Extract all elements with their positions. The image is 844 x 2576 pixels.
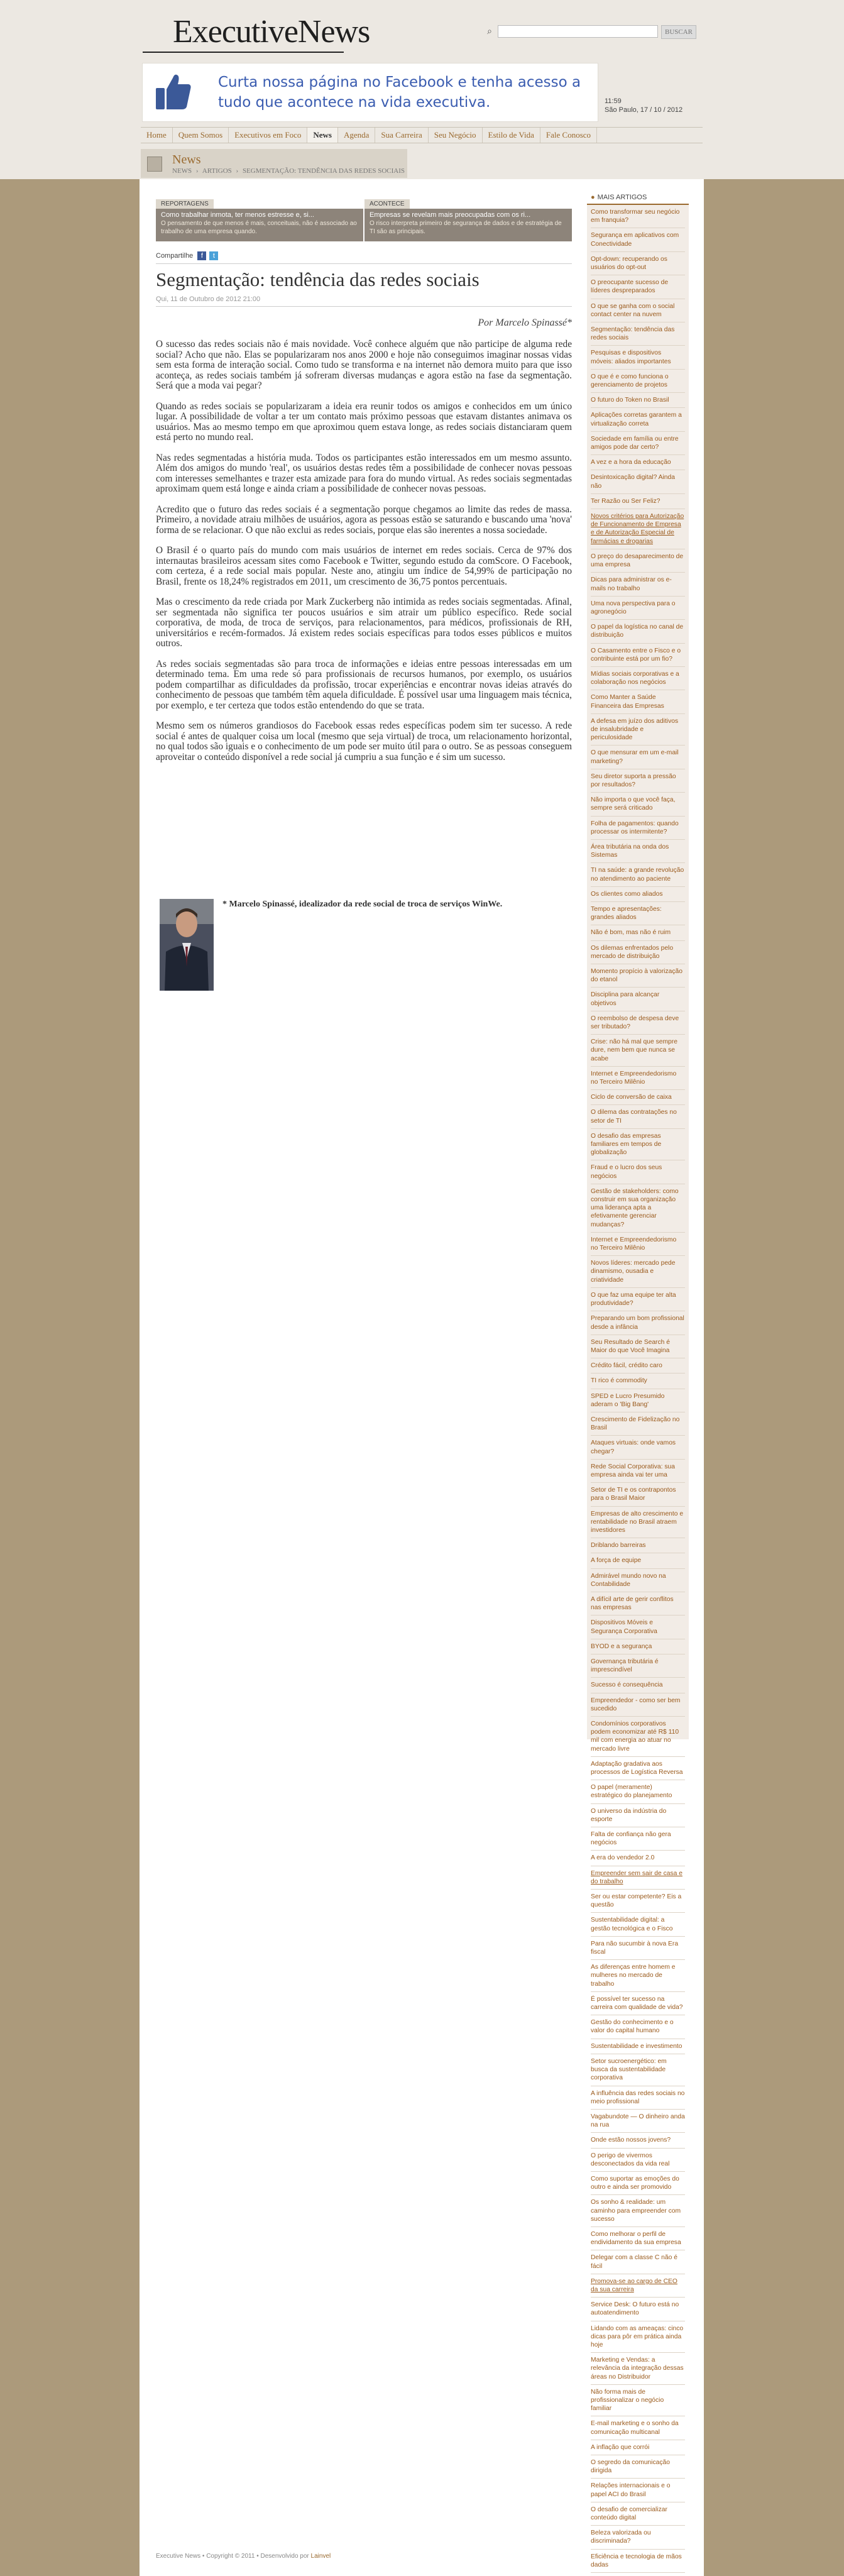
sidebar-article-link[interactable]: Gestão do conhecimento e o valor do capital humano	[591, 2015, 685, 2039]
article-body	[156, 339, 572, 773]
page-container	[140, 0, 704, 2576]
featured-title[interactable]: Como trabalhar inmota, ter menos estresse e, si...	[161, 211, 314, 219]
sidebar-article-link[interactable]: Como suportar as emoções do outro e ainda ser promovido	[591, 2172, 685, 2195]
search-icon: ⌕	[487, 27, 492, 36]
article-paragraph: Quando as redes sociais se popularizaram a ideia era reunir todos os amigos e conhecidos em um único lugar. A possibilidade de voltar a ter um contato mais próximo pessoas que estavam distantes animava os usuários. Mas ao mesmo tempo em que aproximou quem estava longe, as redes sociais distanciaram quem está perto no mundo real.	[156, 400, 572, 443]
featured-tab[interactable]: REPORTAGENS	[156, 199, 214, 209]
sidebar-heading-label: MAIS ARTIGOS	[597, 194, 647, 201]
article-paragraph: Mas o crescimento da rede criada por Mark Zuckerberg não intimida as redes sociais segmentadas. Afinal, ser segmentada não significa ter poucos usuários e sim atrair um público específico. Rede social corporativa, de moda, de troca de serviços, para relacionamentos, para médicos, profissionais de RH, universitários e recém-formados. Já existem redes sociais específicas para todos esses públicos e muitos outros.	[156, 597, 572, 649]
search-button[interactable]: BUSCAR	[661, 25, 696, 39]
sidebar-article-link[interactable]: Folha de pagamentos: quando processar os intermitente?	[591, 817, 685, 840]
sidebar-article-link[interactable]: TI na saúde: a grande revolução no atendimento ao paciente	[591, 863, 685, 886]
sidebar-article-link[interactable]: Ser ou estar competente? Eis a questão	[591, 1890, 685, 1913]
sidebar-article-link[interactable]: Setor sucroenergético: em busca da sustentabilidade corporativa	[591, 2054, 685, 2086]
sidebar-article-link[interactable]: O desafio das empresas familiares em tempos de globalização	[591, 1129, 685, 1161]
author-caption: * Marcelo Spinassé, idealizador da rede social de troca de serviços WinWe.	[222, 900, 503, 909]
section-header	[141, 149, 407, 178]
sidebar-article-link[interactable]: Eficiência e tecnologia de mãos dadas	[591, 2550, 685, 2573]
article-author: Por Marcelo Spinassé*	[478, 317, 572, 328]
sidebar-article-link[interactable]: Como melhorar o perfil de endividamento da sua empresa	[591, 2227, 685, 2250]
nav-agenda[interactable]: Agenda	[338, 128, 375, 143]
nav-fale-conosco[interactable]: Fale Conosco	[540, 128, 597, 143]
sidebar-article-link[interactable]: Admirável mundo novo na Contabilidade	[591, 1569, 685, 1592]
share-bar	[156, 251, 218, 260]
breadcrumb-current: SEGMENTAÇÃO: TENDÊNCIA DAS REDES SOCIAIS	[242, 167, 405, 175]
sidebar-article-link[interactable]: Ataques virtuais: onde vamos chegar?	[591, 1436, 685, 1459]
current-date: São Paulo, 17 / 10 / 2012	[605, 106, 683, 114]
sidebar-article-link[interactable]: SPED e Lucro Presumido aderam o 'Big Bang'	[591, 1389, 685, 1412]
sidebar-article-link[interactable]: Não é bom, mas não é ruim	[591, 925, 685, 940]
featured-body[interactable]	[364, 209, 572, 241]
sidebar-article-link[interactable]: Vagabundote — O dinheiro anda na rua	[591, 2110, 685, 2133]
sidebar-article-link[interactable]: BYOD e a segurança	[591, 1639, 685, 1654]
logo-text: ExecutiveNews	[173, 14, 370, 50]
sidebar-article-link[interactable]: O desafio de comercializar conteúdo digital	[591, 2502, 685, 2526]
date-time	[605, 97, 705, 114]
sidebar-article-link[interactable]: O papel da logística no canal de distribuição	[591, 620, 685, 643]
divider	[156, 263, 572, 264]
sidebar-article-link[interactable]: A influência das redes sociais no meio profissional	[591, 2086, 685, 2110]
sidebar-article-link[interactable]: Crédito fácil, crédito caro	[591, 1358, 685, 1373]
facebook-banner-text: Curta nossa página no Facebook e tenha acesso a tudo que acontece na vida executiva.	[218, 74, 581, 111]
sidebar	[587, 192, 689, 2568]
sidebar-article-link[interactable]: Promova-se ao cargo de CEO da sua carreira	[591, 2274, 685, 2298]
sidebar-article-link[interactable]: Onde estão nossos jovens?	[591, 2133, 685, 2148]
sidebar-article-link[interactable]: O que é e como funciona o gerenciamento de projetos	[591, 370, 685, 393]
sidebar-article-link[interactable]: Não importa o que você faça, sempre será criticado	[591, 793, 685, 816]
facebook-like-icon	[154, 72, 192, 112]
sidebar-article-link[interactable]: O reembolso de despesa deve ser tributado?	[591, 1011, 685, 1035]
sidebar-article-link[interactable]: Fraud e o lucro dos seus negócios	[591, 1160, 685, 1184]
sidebar-article-link[interactable]: A vez e a hora da educação	[591, 455, 685, 470]
sidebar-article-link[interactable]: Disciplina para alcançar objetivos	[591, 988, 685, 1011]
sidebar-article-link[interactable]: Crescimento de Fidelização no Brasil	[591, 1412, 685, 1436]
footer	[156, 2553, 331, 2560]
sidebar-article-link[interactable]: As diferenças entre homem e mulheres no mercado de trabalho	[591, 1960, 685, 1992]
search-box	[484, 25, 695, 39]
nav-sua-carreira[interactable]: Sua Carreira	[375, 128, 428, 143]
sidebar-article-link[interactable]: Delegar com a classe C não é fácil	[591, 2250, 685, 2274]
sidebar-article-link[interactable]: Como transformar seu negócio em franquia?	[591, 205, 685, 228]
sidebar-article-link[interactable]: Internet e Empreendedorismo no Terceiro Milênio	[591, 1067, 685, 1090]
sidebar-article-link[interactable]: Área tributária na onda dos Sistemas	[591, 840, 685, 863]
nav-executivos-em-foco[interactable]: Executivos em Foco	[229, 128, 307, 143]
sidebar-article-link[interactable]: A defesa em juízo dos aditivos de insalubridade e periculosidade	[591, 714, 685, 746]
sidebar-article-link[interactable]: O perigo de vivermos desconectados da vida real	[591, 2149, 685, 2172]
sidebar-article-link[interactable]: TI rico é commodity	[591, 1373, 685, 1389]
sidebar-article-link[interactable]: Ciclo de conversão de caixa	[591, 1090, 685, 1105]
sidebar-article-link[interactable]: Governança tributária é imprescindível	[591, 1654, 685, 1678]
sidebar-article-link[interactable]: Ter Razão ou Ser Feliz?	[591, 494, 685, 509]
article-paragraph: O Brasil é o quarto país do mundo com mais usuários de internet em redes sociais. Cerca de 97% dos internautas brasileiros acessam sites como Facebook e Twitter, segundo estudo da comScore. O Facebook, com certeza, é a rede social mais popular. Neste ano, atingiu um índice de 54,99% de participação no Brasil, frente os 18,24% registrados em 2011, um crescimento de 36,75 pontos percentuais.	[156, 545, 572, 587]
sidebar-article-link[interactable]: Condomínios corporativos podem economizar até R$ 110 mil com energia ao atuar no mercado livre	[591, 1717, 685, 1757]
footer-link[interactable]: Lainvel	[310, 2553, 331, 2560]
sidebar-article-link[interactable]: Rede Social Corporativa: sua empresa ainda vai ter uma	[591, 1460, 685, 1483]
breadcrumb-separator: ›	[195, 167, 199, 175]
sidebar-article-link[interactable]: Sucesso é consequência	[591, 1678, 685, 1693]
sidebar-article-link[interactable]: Os sonho & realidade: um caminho para empreender com sucesso	[591, 2195, 685, 2227]
sidebar-article-link[interactable]: O que faz uma equipe ter alta produtividade?	[591, 1288, 685, 1311]
sidebar-article-link[interactable]: Empreender sem sair de casa e do trabalho	[591, 1866, 685, 1890]
sidebar-article-link[interactable]: Aplicações corretas garantem a virtualização correta	[591, 408, 685, 431]
sidebar-article-link[interactable]: Momento propício à valorização do etanol	[591, 964, 685, 988]
featured-tab[interactable]: ACONTECE	[364, 199, 410, 209]
breadcrumb-artigos[interactable]: ARTIGOS	[202, 167, 232, 175]
bullet-icon: ●	[591, 194, 595, 201]
article-paragraph: Nas redes segmentadas a história muda. Todos os participantes estão interessados em um mesmo assunto. Além dos amigos do mundo 'real', os usuários destas redes têm a possibilidade de conhecer novas pessoas com interesses semelhantes e trazer esta amizade para fora do mundo virtual. As redes sociais segmentadas aproximam quem está longe e ainda criam a possibilidade de conhecer novas pessoas.	[156, 452, 572, 494]
sidebar-article-link[interactable]: Opt-down: recuperando os usuários do opt-out	[591, 252, 685, 275]
featured-box-reportagens[interactable]	[156, 197, 363, 239]
sidebar-article-link[interactable]: Setor de TI e os contrapontos para o Brasil Maior	[591, 1483, 685, 1506]
sidebar-article-link[interactable]: O preço do desaparecimento de uma empresa	[591, 549, 685, 573]
nav-quem-somos[interactable]: Quem Somos	[173, 128, 229, 143]
current-time: 11:59	[605, 97, 622, 105]
featured-description: O risco interpreta primeiro de segurança de dados e de estratégia de TI são as principais.	[370, 220, 562, 235]
sidebar-article-link[interactable]: O dilema das contratações no setor de TI	[591, 1105, 685, 1128]
article-paragraph: Mesmo sem os números grandiosos do Facebook essas redes específicas podem sim ter sucesso. A rede social é antes de qualquer coisa um local (mesmo que seja virtual) de troca, um relacionamento horizontal, no qual todos são iguais e o conhecimento de um pode ser muito útil para o outro. Se as pessoas conseguem aproveitar o conteúdo disponível a rede social já cumpriu a sua função e é sim um sucesso.	[156, 720, 572, 762]
nav-estilo-de-vida[interactable]: Estilo de Vida	[483, 128, 540, 143]
sidebar-article-link[interactable]: E-mail marketing e o sonho da comunicação multicanal	[591, 2416, 685, 2440]
sidebar-article-link[interactable]: Beleza valorizada ou discriminada?	[591, 2526, 685, 2549]
sidebar-article-link[interactable]: A era do vendedor 2.0	[591, 1851, 685, 1866]
sidebar-article-link[interactable]: Falta de confiança não gera negócios	[591, 1827, 685, 1851]
sidebar-article-link[interactable]: Service Desk: O futuro está no autoatendimento	[591, 2298, 685, 2321]
sidebar-article-link[interactable]: Seu Resultado de Search é Maior do que Você Imagina	[591, 1335, 685, 1358]
nav-home[interactable]: Home	[141, 128, 173, 143]
sidebar-article-link[interactable]: Internet e Empreendedorismo no Terceiro Milênio	[591, 1233, 685, 1256]
footer-text: Executive News • Copyright © 2011 • Desenvolvido por	[156, 2553, 309, 2560]
article-date: Qui, 11 de Outubro de 2012 21:00	[156, 295, 261, 303]
sidebar-article-link[interactable]: Empresas de alto crescimento e rentabilidade no Brasil atraem investidores	[591, 1507, 685, 1539]
sidebar-article-list	[587, 205, 689, 2573]
featured-body[interactable]	[156, 209, 363, 241]
site-logo[interactable]	[143, 14, 370, 53]
sidebar-article-link[interactable]: Preparando um bom profissional desde a infância	[591, 1311, 685, 1335]
newspaper-icon	[147, 157, 162, 172]
sidebar-article-link[interactable]: A força de equipe	[591, 1553, 685, 1568]
featured-description: O pensamento de que menos é mais, conceituais, não é associado ao trabalho de uma empresa quando.	[161, 220, 357, 235]
sidebar-article-link[interactable]: Novos líderes: mercado pede dinamismo, ousadia e criatividade	[591, 1256, 685, 1288]
sidebar-article-link[interactable]: Sustentabilidade digital: a gestão tecnológica e o Fisco	[591, 1913, 685, 1936]
sidebar-article-link[interactable]: Relações internacionais e o papel ACI do Brasil	[591, 2479, 685, 2502]
divider	[156, 306, 572, 307]
nav-seu-negocio[interactable]: Seu Negócio	[429, 128, 483, 143]
content-panel	[140, 179, 704, 2576]
sidebar-article-link[interactable]: É possível ter sucesso na carreira com qualidade de vida?	[591, 1992, 685, 2015]
sidebar-article-link[interactable]: Empreendedor - como ser bem sucedido	[591, 1693, 685, 1717]
facebook-banner[interactable]	[142, 63, 598, 122]
sidebar-article-link[interactable]: Dicas para administrar os e-mails no trabalho	[591, 573, 685, 596]
share-label: Compartilhe	[156, 251, 194, 260]
sidebar-article-link[interactable]: Seu diretor suporta a pressão por resultados?	[591, 769, 685, 793]
search-input[interactable]	[498, 25, 658, 38]
sidebar-article-link[interactable]: Sociedade em família ou entre amigos pode dar certo?	[591, 432, 685, 455]
sidebar-article-link[interactable]: Tempo e apresentações: grandes aliados	[591, 902, 685, 925]
article-paragraph: O sucesso das redes sociais não é mais novidade. Você conhece alguém que não participe de alguma rede social? Acho que não. Elas se popularizaram nos anos 2000 e hoje não conseguimos imaginar nossas vidas sem esta forma de interação social. Como tudo se transforma e na internet não demora muito para que isso aconteça, as redes sociais também já sofreram diversas mudanças e agora estão na fase da segmentação. Será que a moda vai pegar?	[156, 339, 572, 391]
sidebar-article-link[interactable]: O segredo da comunicação dirigida	[591, 2455, 685, 2479]
article-paragraph: Acredito que o futuro das redes sociais é a segmentação porque chegamos ao limite das redes de massa. Primeiro, a novidade atraiu milhões de usuários, agora as pessoas estão se saturando e buscando uma 'nova' forma de se relacionar. O que não exclui as redes sociais, porque elas são inerentes a nossa sociedade.	[156, 504, 572, 536]
featured-box-acontece[interactable]	[364, 197, 572, 239]
sidebar-article-link[interactable]: Para não sucumbir à nova Era fiscal	[591, 1937, 685, 1960]
sidebar-article-link[interactable]: Sustentabilidade e investimento	[591, 2039, 685, 2054]
sidebar-article-link[interactable]: O futuro do Token no Brasil	[591, 393, 685, 408]
sidebar-article-link[interactable]: O que se ganha com o social contact center na nuvem	[591, 299, 685, 322]
sidebar-article-link[interactable]: Uma nova perspectiva para o agronegócio	[591, 597, 685, 620]
sidebar-article-link[interactable]: Mídias sociais corporativas e a colaboração nos negócios	[591, 667, 685, 690]
sidebar-article-link[interactable]: Lidando com as ameaças: cinco dicas para pôr em prática ainda hoje	[591, 2321, 685, 2353]
sidebar-article-link[interactable]: Marketing e Vendas: a relevância da integração dessas áreas no Distribuidor	[591, 2353, 685, 2385]
author-photo	[160, 899, 214, 991]
sidebar-article-link[interactable]: Crise: não há mal que sempre dure, nem bem que nunca se acabe	[591, 1035, 685, 1067]
section-title: News	[172, 153, 201, 167]
sidebar-article-link[interactable]: Driblando barreiras	[591, 1538, 685, 1553]
sidebar-article-link[interactable]: Novos critérios para Autorização de Funcionamento de Empresa e de Autorização Especial de farmácias e drogarias	[591, 509, 685, 549]
sidebar-article-link[interactable]: A difícil arte de gerir conflitos nas empresas	[591, 1592, 685, 1616]
featured-title[interactable]: Empresas se revelam mais preocupadas com os ri...	[370, 211, 531, 219]
sidebar-article-link[interactable]: O universo da indústria do esporte	[591, 1804, 685, 1827]
sidebar-article-link[interactable]: Os dilemas enfrentados pelo mercado de distribuição	[591, 941, 685, 964]
nav-news[interactable]: News	[307, 128, 338, 143]
facebook-share-icon[interactable]: f	[197, 251, 206, 260]
sidebar-article-link[interactable]: O papel (meramente) estratégico do planejamento	[591, 1780, 685, 1803]
sidebar-article-link[interactable]: O Casamento entre o Fisco e o contribuinte está por um fio?	[591, 644, 685, 667]
twitter-share-icon[interactable]: t	[209, 251, 218, 260]
sidebar-article-link[interactable]: Adaptação gradativa aos processos de Logística Reversa	[591, 1757, 685, 1780]
breadcrumb-news[interactable]: NEWS	[172, 167, 192, 175]
breadcrumb-separator: ›	[236, 167, 239, 175]
sidebar-article-link[interactable]: Pesquisas e dispositivos móveis: aliados importantes	[591, 346, 685, 369]
sidebar-article-link[interactable]: Como Manter a Saúde Financeira das Empresas	[591, 690, 685, 713]
sidebar-article-link[interactable]: A inflação que corrói	[591, 2440, 685, 2455]
sidebar-article-link[interactable]: O preocupante sucesso de líderes despreparados	[591, 275, 685, 299]
article-paragraph: As redes sociais segmentadas são para troca de informações e ideias entre pessoas interessadas em um determinado tema. Em uma rede só para profissionais de recursos humanos, por exemplo, os usuários podem compartilhar as dificuldades da profissão, trocar experiências e encontrar novas ideias através do conhecimento de pessoas que também têm aquela dificuldade. É possível usar uma linguagem mais técnica, por exemplo, e ter certeza que todos estão entendendo do que se trata.	[156, 658, 572, 711]
article-title: Segmentação: tendência das redes sociais	[156, 268, 480, 290]
main-nav	[141, 127, 703, 143]
sidebar-article-link[interactable]: Segurança em aplicativos com Conectividade	[591, 228, 685, 251]
sidebar-article-link[interactable]: Os clientes como aliados	[591, 887, 685, 902]
sidebar-article-link[interactable]: Desintoxicação digital? Ainda não	[591, 470, 685, 493]
sidebar-article-link[interactable]: Dispositivos Móveis e Segurança Corporativa	[591, 1616, 685, 1639]
sidebar-heading	[587, 192, 689, 205]
breadcrumb	[172, 167, 407, 175]
sidebar-article-link[interactable]: Gestão de stakeholders: como construir em sua organização uma liderança apta a efetivamente gerenciar mudanças?	[591, 1184, 685, 1233]
sidebar-article-link[interactable]: Segmentação: tendência das redes sociais	[591, 322, 685, 346]
sidebar-article-link[interactable]: Não forma mais de profissionalizar o negócio familiar	[591, 2385, 685, 2417]
sidebar-article-link[interactable]: O que mensurar em um e-mail marketing?	[591, 746, 685, 769]
